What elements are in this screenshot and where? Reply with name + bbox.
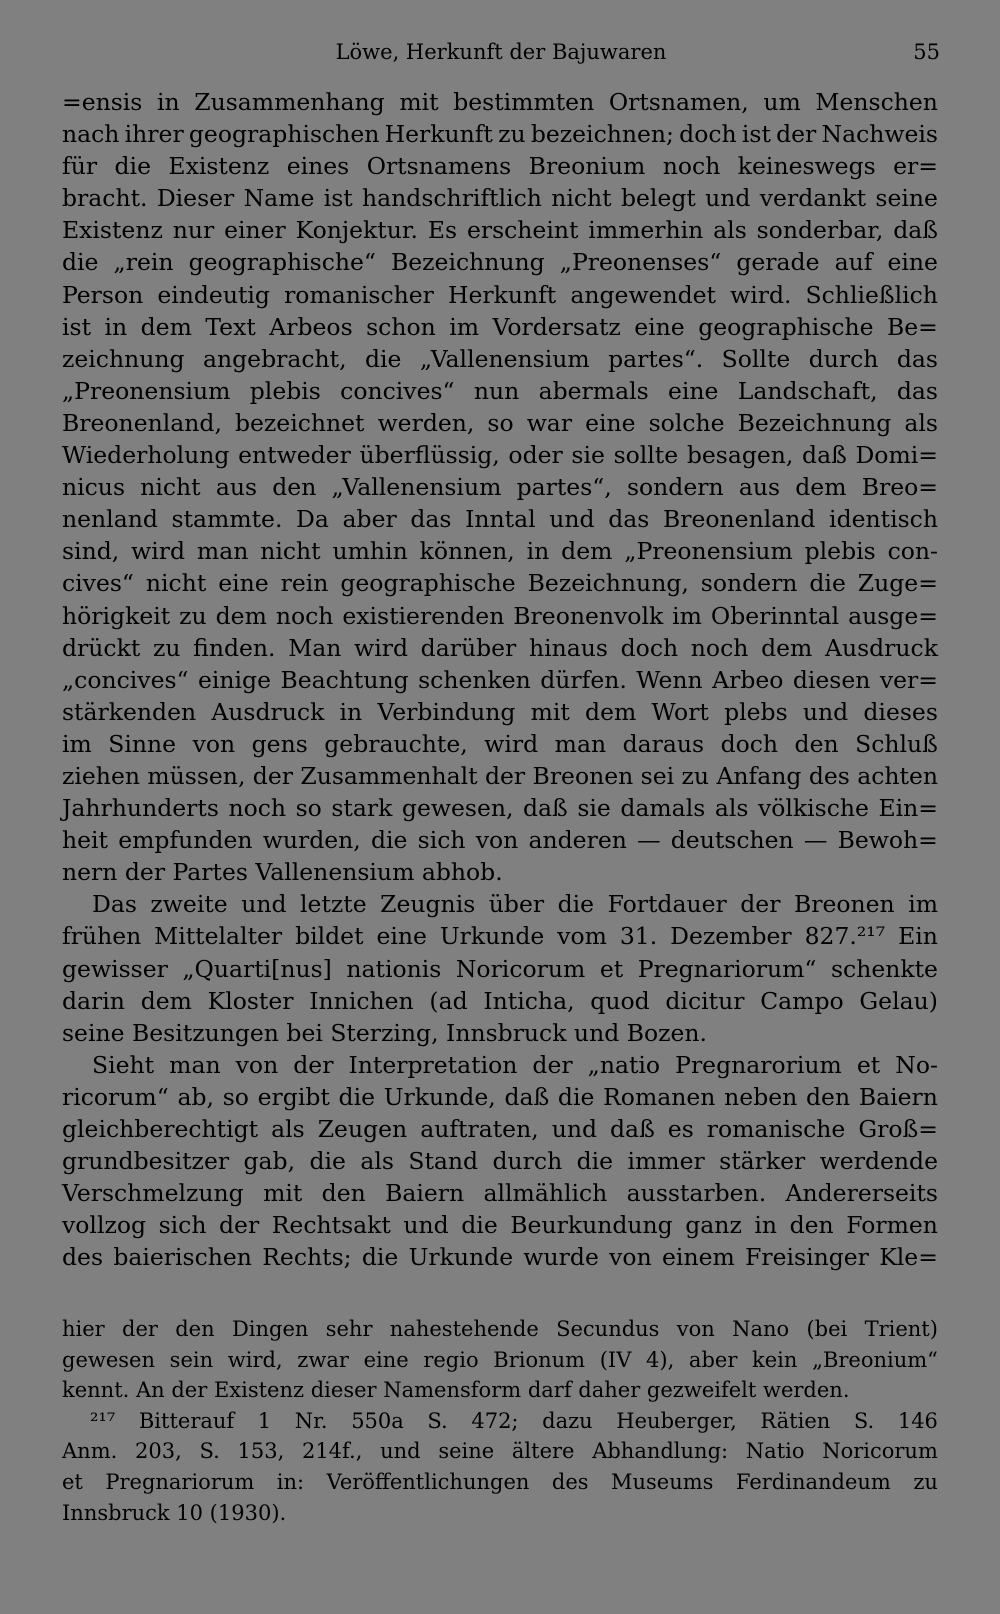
text-line: Wiederholung entweder überflüssig, oder sie sollte besagen, daß Domi= [62,441,938,470]
text-line: hörigkeit zu dem noch existierenden Breonenvolk im Oberinntal ausge= [62,601,938,630]
text-line: grundbesitzer gab, die als Stand durch die immer stärker werdende [62,1147,938,1176]
text-line: Das zweite und letzte Zeugnis über die Fortdauer der Breonen im [92,890,938,919]
footnote-line: Innsbruck 10 (1930). [62,1500,287,1525]
footnote-line: Anm. 203, S. 153, 214f., und seine ältere Abhandlung: Natio Noricorum [62,1439,938,1464]
text-line: sind, wird man nicht umhin können, in dem „Preonensium plebis con- [62,537,938,566]
body-text [62,86,938,1273]
text-line: frühen Mittelalter bildet eine Urkunde vom 31. Dezember 827.²¹⁷ Ein [62,922,938,951]
text-line: heit empfunden wurden, die sich von anderen — deutschen — Bewoh= [62,826,938,855]
text-line: ziehen müssen, der Zusammenhalt der Breonen sei zu Anfang des achten [62,761,938,790]
text-line: Sieht man von der Interpretation der „natio Pregnarorium et No- [92,1050,938,1079]
footnote-line: et Pregnariorum in: Veröffentlichungen des Museums Ferdinandeum zu [62,1469,938,1494]
text-line: im Sinne von gens gebrauchte, wird man daraus doch den Schluß [62,729,938,758]
running-header [62,40,940,70]
text-line: für die Existenz eines Ortsnamens Breonium noch keineswegs er= [62,152,938,181]
text-line: nach ihrer geographischen Herkunft zu bezeichnen; doch ist der Nachweis [62,120,938,149]
text-line: die „rein geographische“ Bezeichnung „Preonenses“ gerade auf eine [62,248,938,277]
text-line: nenland stammte. Da aber das Inntal und das Breonenland identisch [62,505,938,534]
text-line: gewisser „Quarti[nus] nationis Noricorum et Pregnariorum“ schenkte [62,954,938,983]
text-line: Breonenland, bezeichnet werden, so war eine solche Bezeichnung als [62,408,938,437]
text-line: ricorum“ ab, so ergibt die Urkunde, daß die Romanen neben den Baiern [62,1082,938,1111]
text-line: ist in dem Text Arbeos schon im Vordersatz eine geographische Be= [62,312,938,341]
text-line: „concives“ einige Beachtung schenken dürfen. Wenn Arbeo diesen ver= [62,665,938,694]
page-number: 55 [913,40,940,64]
text-line: zeichnung angebracht, die „Vallenensium partes“. Sollte durch das [62,344,938,373]
footnote-line: gewesen sein wird, zwar eine regio Brionum (IV 4), aber kein „Breonium“ [62,1347,938,1372]
text-line: drückt zu finden. Man wird darüber hinaus doch noch dem Ausdruck [62,633,938,662]
text-line: „Preonensium plebis concives“ nun abermals eine Landschaft, das [62,376,938,405]
text-line: Verschmelzung mit den Baiern allmählich ausstarben. Andererseits [62,1179,938,1208]
text-line: nicus nicht aus den „Vallenensium partes“, sondern aus dem Breo= [62,473,938,502]
text-line: bracht. Dieser Name ist handschriftlich nicht belegt und verdankt seine [62,184,938,213]
footnotes [62,1314,938,1528]
text-line: Jahrhunderts noch so stark gewesen, daß sie damals als völkische Ein= [62,794,938,823]
text-line: Existenz nur einer Konjektur. Es erscheint immerhin als sonderbar, daß [62,216,938,245]
text-line: seine Besitzungen bei Sterzing, Innsbruck und Bozen. [62,1018,708,1047]
footnote-line: kennt. An der Existenz dieser Namensform darf daher gezweifelt werden. [62,1378,850,1403]
running-title: Löwe, Herkunft der Bajuwaren [335,40,667,64]
text-line: =ensis in Zusammenhang mit bestimmten Ortsnamen, um Menschen [62,88,938,116]
text-line: des baierischen Rechts; die Urkunde wurde von einem Freisinger Kle= [62,1243,938,1272]
text-line: gleichberechtigt als Zeugen auftraten, und daß es romanische Groß= [62,1115,938,1143]
footnote-line: ²¹⁷ Bitterauf 1 Nr. 550a S. 472; dazu Heuberger, Rätien S. 146 [90,1408,938,1433]
footnote-line: hier der den Dingen sehr nahestehende Secundus von Nano (bei Trient) [62,1317,938,1341]
text-line: nern der Partes Vallenensium abhob. [62,858,503,887]
text-line: darin dem Kloster Innichen (ad Inticha, quod dicitur Campo Gelau) [62,986,938,1015]
text-line: vollzog sich der Rechtsakt und die Beurkundung ganz in den Formen [62,1211,938,1240]
text-line: stärkenden Ausdruck in Verbindung mit dem Wort plebs und dieses [62,697,938,726]
text-line: Person eindeutig romanischer Herkunft angewendet wird. Schließlich [62,280,938,309]
text-line: cives“ nicht eine rein geographische Bezeichnung, sondern die Zuge= [62,569,938,598]
